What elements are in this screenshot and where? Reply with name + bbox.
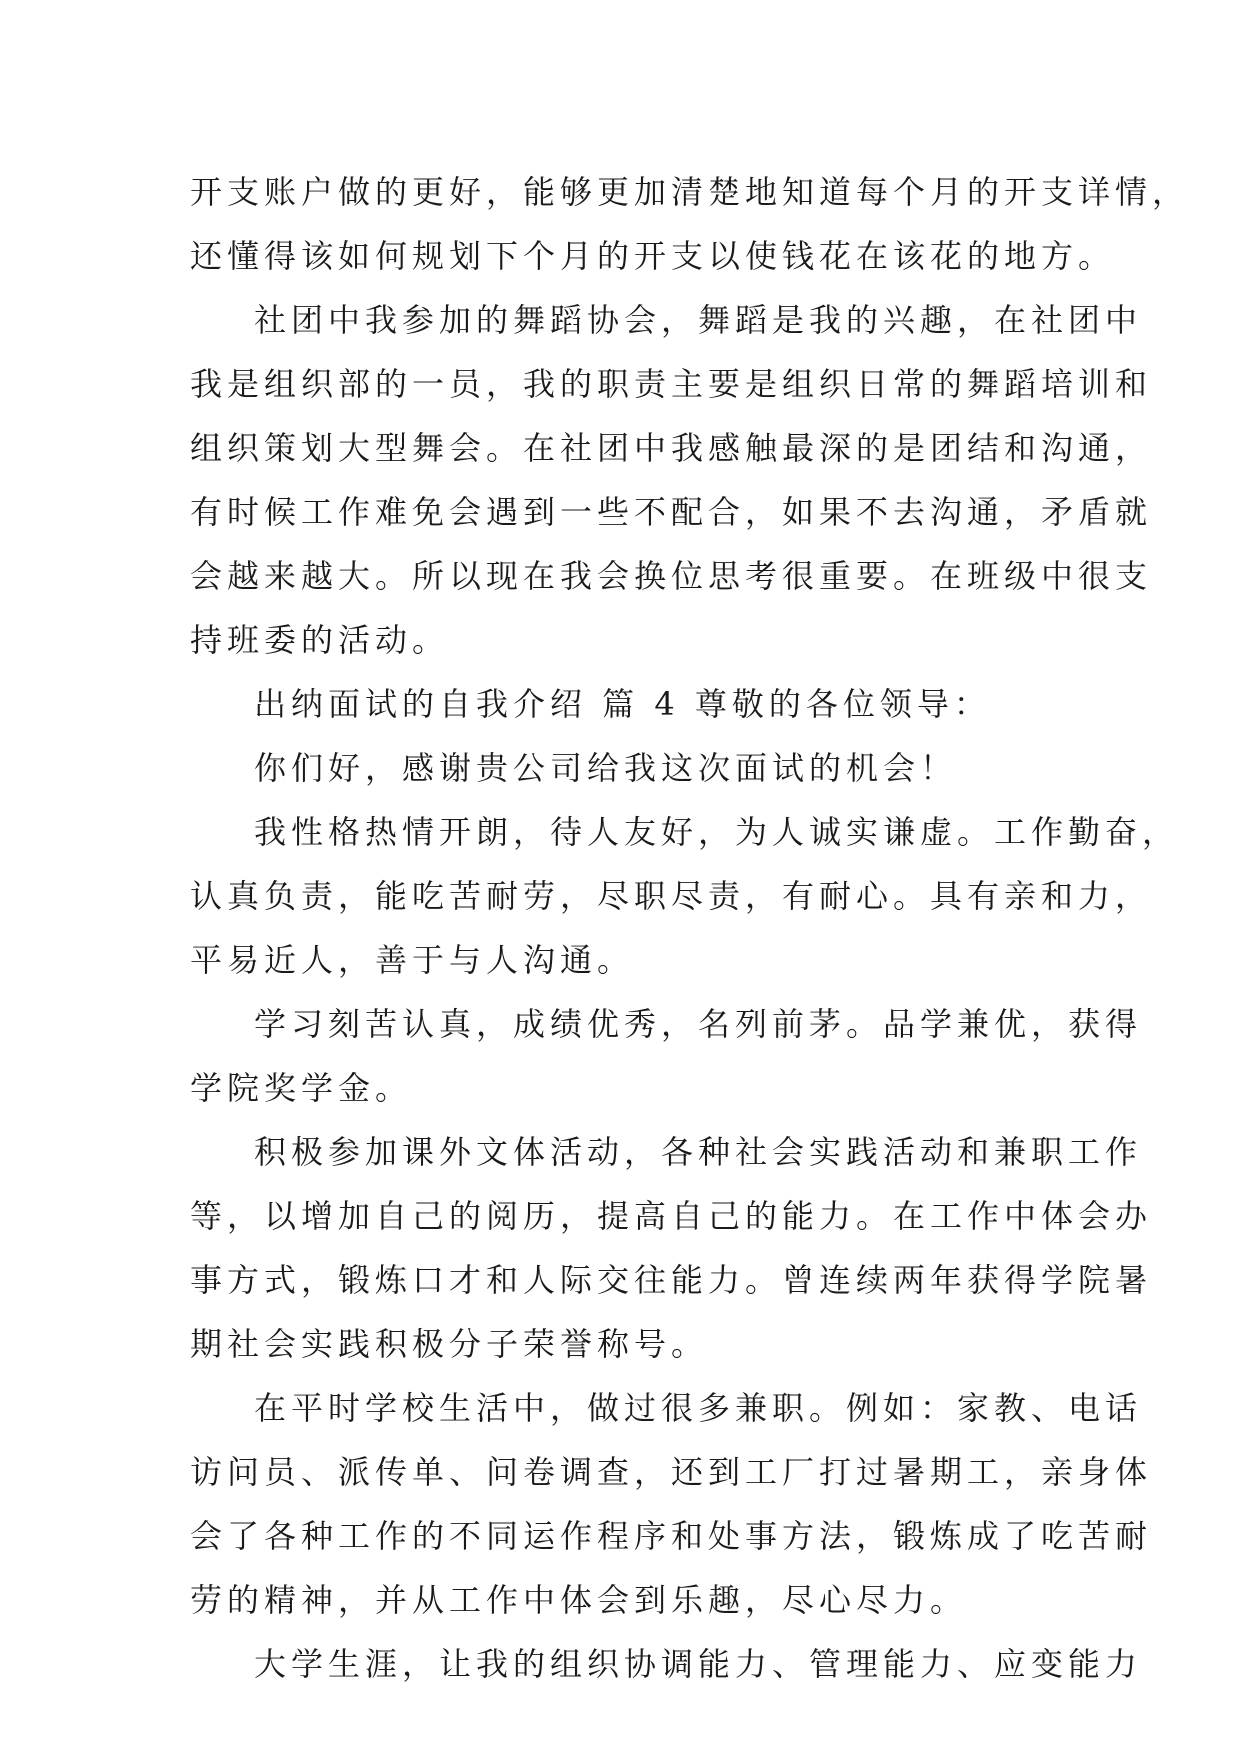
text-line: 你们好，感谢贵公司给我这次面试的机会！ (254, 749, 958, 787)
text-line: 我是组织部的一员，我的职责主要是组织日常的舞蹈培训和 (190, 365, 1153, 403)
text-line: 我性格热情开朗，待人友好，为人诚实谦虚。工作勤奋， (254, 813, 1180, 851)
text-line: 会越来越大。所以现在我会换位思考很重要。在班级中很支 (190, 557, 1153, 595)
text-line: 事方式，锻炼口才和人际交往能力。曾连续两年获得学院暑 (190, 1261, 1153, 1299)
text-line: 认真负责，能吃苦耐劳，尽职尽责，有耐心。具有亲和力， (190, 877, 1153, 915)
text-line: 持班委的活动。 (190, 621, 450, 659)
text-line: 大学生涯，让我的组织协调能力、管理能力、应变能力 (254, 1645, 1143, 1683)
text-line: 等，以增加自己的阅历，提高自己的能力。在工作中体会办 (190, 1197, 1153, 1235)
text-line: 访问员、派传单、问卷调查，还到工厂打过暑期工，亲身体 (190, 1453, 1153, 1491)
text-line: 学院奖学金。 (190, 1069, 413, 1107)
text-line: 劳的精神，并从工作中体会到乐趣，尽心尽力。 (190, 1581, 968, 1619)
text-line: 还懂得该如何规划下个月的开支以使钱花在该花的地方。 (190, 237, 1116, 275)
text-line: 组织策划大型舞会。在社团中我感触最深的是团结和沟通， (190, 429, 1153, 467)
text-line: 学习刻苦认真，成绩优秀，名列前茅。品学兼优，获得 (254, 1005, 1143, 1043)
text-line: 期社会实践积极分子荣誉称号。 (190, 1325, 709, 1363)
text-line: 会了各种工作的不同运作程序和处事方法，锻炼成了吃苦耐 (190, 1517, 1153, 1555)
text-line: 社团中我参加的舞蹈协会，舞蹈是我的兴趣，在社团中 (254, 301, 1143, 339)
text-line: 在平时学校生活中，做过很多兼职。例如：家教、电话 (254, 1389, 1143, 1427)
text-line: 出纳面试的自我介绍 篇 4 尊敬的各位领导： (254, 685, 991, 723)
text-line: 积极参加课外文体活动，各种社会实践活动和兼职工作 (254, 1133, 1143, 1171)
text-line: 平易近人，善于与人沟通。 (190, 941, 635, 979)
text-line: 有时候工作难免会遇到一些不配合，如果不去沟通，矛盾就 (190, 493, 1153, 531)
text-line: 开支账户做的更好，能够更加清楚地知道每个月的开支详情， (190, 173, 1190, 211)
document-body (190, 160, 1190, 1696)
